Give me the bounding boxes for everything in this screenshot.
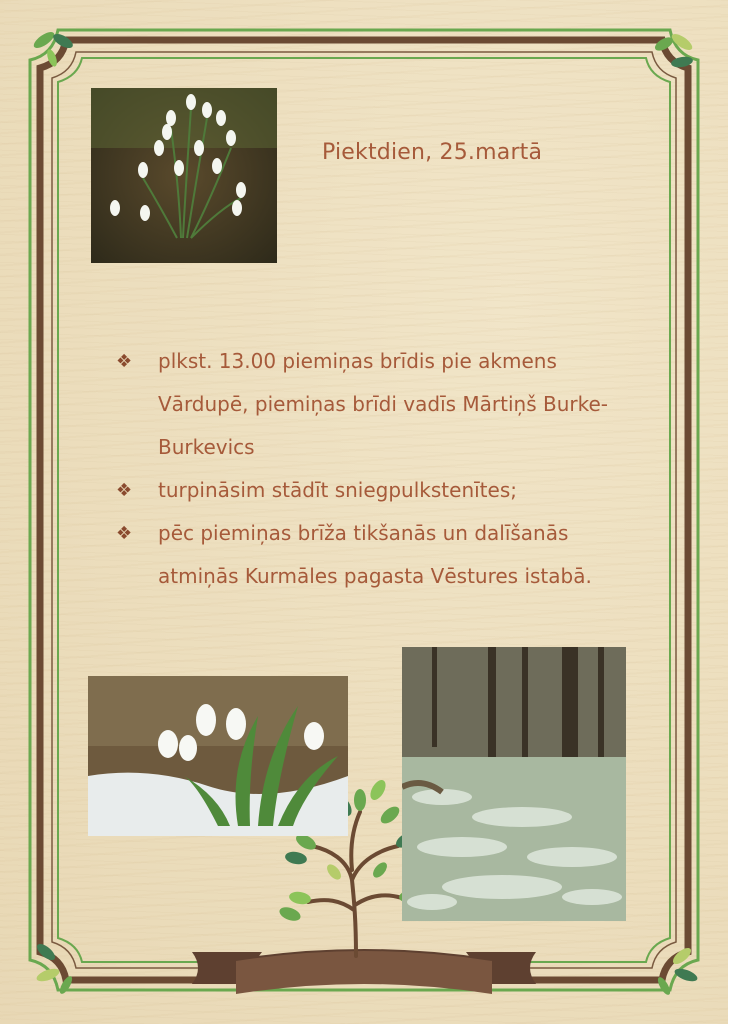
list-item-text: plkst. 13.00 piemiņas brīdis pie akmens Vārdupē, piemiņas brīdi vadīs Mārtiņš Burke-Burkevics (158, 349, 608, 459)
leaf-ornament-top-left (31, 29, 75, 68)
snowdrops-in-snow-photo (88, 676, 348, 836)
forest-snowdrops-photo (402, 647, 626, 921)
list-item (116, 512, 636, 598)
list-item-text: pēc piemiņas brīža tikšanās un dalīšanās atmiņās Kurmāles pagasta Vēstures istabā. (158, 521, 592, 588)
event-program-list (116, 340, 636, 598)
list-item-text: turpināsim stādīt sniegpulkstenītes; (158, 478, 517, 502)
list-item (116, 469, 636, 512)
leaf-ornament-bottom-left (34, 941, 74, 996)
ribbon-banner (192, 950, 536, 994)
diamond-bullet-icon: ❖ (116, 480, 133, 501)
snowdrops-photo (91, 88, 277, 263)
diamond-bullet-icon: ❖ (116, 351, 133, 372)
list-item (116, 340, 636, 469)
diamond-bullet-icon: ❖ (116, 523, 133, 544)
event-date: Piektdien, 25.martā (322, 140, 543, 165)
